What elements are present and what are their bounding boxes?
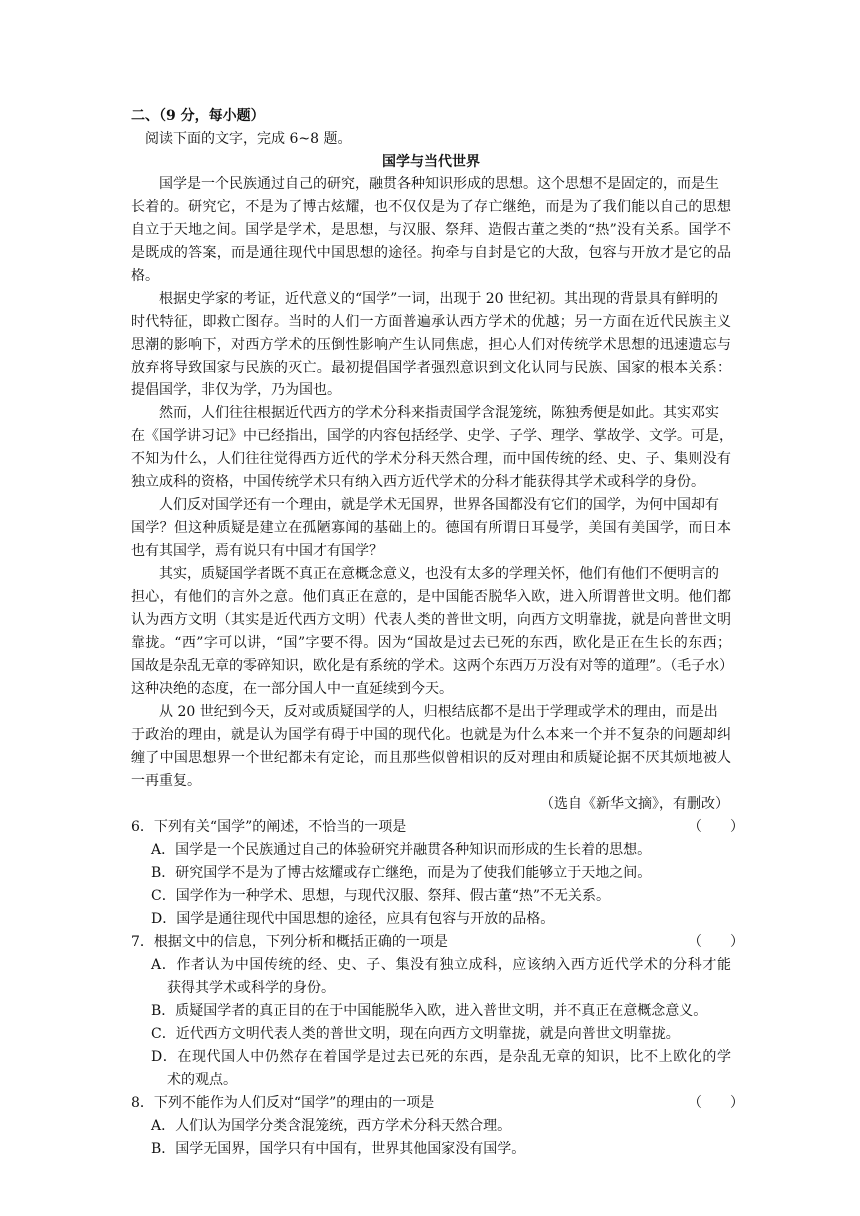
article-line: 在《国学讲习记》中已经指出，国学的内容包括经学、史学、子学、理学、掌故学、文学。可是， bbox=[131, 428, 733, 444]
article-line: 思潮的影响下，对西方学术的压倒性影响产生认同焦虑，担心人们对传统学术思想的迅速遗忘与 bbox=[131, 337, 731, 353]
reading-instruction: 阅读下面的文字，完成 6~8 题。 bbox=[145, 131, 352, 147]
question-7-option-a-cont: 获得其学术或科学的身份。 bbox=[167, 980, 335, 996]
question-6-option-b: B．研究国学不是为了博古炫耀或存亡继绝，而是为了使我们能够立于天地之间。 bbox=[151, 865, 652, 881]
question-6-stem: 6．下列有关“国学”的阐述，不恰当的一项是 bbox=[131, 819, 407, 835]
article-line: 然而，人们往往根据近代西方的学术分科来指责国学含混笼统，陈独秀便是如此。其实邓实 bbox=[159, 405, 719, 421]
question-7-option-a: A．作者认为中国传统的经、史、子、集没有独立成科，应该纳入西方近代学术的分科才能 bbox=[151, 957, 731, 973]
question-7-option-b: B．质疑国学者的真正目的在于中国能脱华入欧，进入普世文明，并不真正在意概念意义。 bbox=[151, 1003, 708, 1019]
article-source: （选自《新华文摘》，有删改） bbox=[540, 796, 729, 812]
article-line: 从 20 世纪到今天，反对或质疑国学的人，归根结底都不是出于学理或学术的理由，而是出 bbox=[159, 704, 718, 720]
question-6-option-c: C．国学作为一种学术、思想，与现代汉服、祭拜、假古董“热”不无关系。 bbox=[151, 888, 611, 904]
article-line: 提倡国学，非仅为学，乃为国也。 bbox=[131, 382, 341, 398]
answer-bracket: （ ） bbox=[688, 1095, 744, 1111]
article-title: 国学与当代世界 bbox=[382, 154, 480, 170]
question-7-option-d-cont: 术的观点。 bbox=[167, 1072, 237, 1088]
answer-bracket: （ ） bbox=[688, 819, 744, 835]
article-line: 国故是杂乱无章的零碎知识，欧化是有系统的学术。这两个东西万万没有对等的道理”。（毛子水） bbox=[131, 658, 734, 674]
article-line: 独立成科的资格，中国传统学术只有纳入西方近代学术的分科才能获得其学术或科学的身份。 bbox=[131, 474, 705, 490]
question-7-stem: 7．根据文中的信息，下列分析和概括正确的一项是 bbox=[131, 934, 448, 950]
article-line: 其实，质疑国学者既不真正在意概念意义，也没有太多的学理关怀，他们有他们不便明言的 bbox=[159, 566, 719, 582]
article-line: 不知为什么，人们往往觉得西方近代的学术分科天然合理，而中国传统的经、史、子、集则没有 bbox=[131, 451, 731, 467]
article-line: 于政治的理由，就是认为国学有碍于中国的现代化。也就是为什么本来一个并不复杂的问题却纠 bbox=[131, 727, 731, 743]
article-line: 国学是一个民族通过自己的研究，融贯各种知识形成的思想。这个思想不是固定的，而是生 bbox=[159, 176, 719, 192]
question-8-stem: 8．下列不能作为人们反对“国学”的理由的一项是 bbox=[131, 1095, 435, 1111]
article-line: 也有其国学，焉有说只有中国才有国学？ bbox=[131, 543, 383, 559]
article-line: 国学？但这种质疑是建立在孤陋寡闻的基础上的。德国有所谓日耳曼学，美国有美国学，而日本 bbox=[131, 520, 731, 536]
article-line: 放弃将导致国家与民族的灭亡。最初提倡国学者强烈意识到文化认同与民族、国家的根本关系： bbox=[131, 360, 731, 376]
article-line: 靠拢。“西”字可以讲，“国”字要不得。因为“国故是过去已死的东西，欧化是正在生长的东西； bbox=[131, 635, 731, 651]
article-line: 自立于天地之间。国学是学术，是思想，与汉服、祭拜、造假古董之类的“热”没有关系。国学不 bbox=[131, 222, 731, 238]
question-8-option-b: B．国学无国界，国学只有中国有，世界其他国家没有国学。 bbox=[151, 1141, 526, 1157]
article-line: 认为西方文明（其实是近代西方文明）代表人类的普世文明，向西方文明靠拢，就是向普世文明 bbox=[131, 612, 731, 628]
article-line: 这种决绝的态度，在一部分国人中一直延续到今天。 bbox=[131, 681, 453, 697]
question-6-option-d: D．国学是通往现代中国思想的途径，应具有包容与开放的品格。 bbox=[151, 911, 555, 927]
article-line: 一再重复。 bbox=[131, 773, 201, 789]
article-line: 人们反对国学还有一个理由，就是学术无国界，世界各国都没有它们的国学，为何中国却有 bbox=[159, 497, 719, 513]
section-heading: 二、（9 分，每小题） bbox=[131, 108, 265, 124]
article-line: 时代特征，即救亡图存。当时的人们一方面普遍承认西方学术的优越；另一方面在近代民族主义 bbox=[131, 314, 731, 330]
question-7-option-d: D．在现代国人中仍然存在着国学是过去已死的东西，是杂乱无章的知识，比不上欧化的学 bbox=[151, 1049, 731, 1065]
question-6-option-a: A．国学是一个民族通过自己的体验研究并融贯各种知识而形成的生长着的思想。 bbox=[151, 842, 652, 858]
answer-bracket: （ ） bbox=[688, 934, 744, 950]
question-7-option-c: C．近代西方文明代表人类的普世文明，现在向西方文明靠拢，就是向普世文明靠拢。 bbox=[151, 1026, 680, 1042]
question-8-option-a: A．人们认为国学分类含混笼统，西方学术分科天然合理。 bbox=[151, 1118, 512, 1134]
article-line: 长着的。研究它，不是为了博古炫耀，也不仅仅是为了存亡继绝，而是为了我们能以自己的思想 bbox=[131, 199, 731, 215]
article-line: 根据史学家的考证，近代意义的“国学”一词，出现于 20 世纪初。其出现的背景具有鲜明的 bbox=[159, 291, 719, 307]
article-line: 担心，有他们的言外之意。他们真正在意的，是中国能否脱华入欧，进入所谓普世文明。他们都 bbox=[131, 589, 731, 605]
article-line: 缠了中国思想界一个世纪都未有定论，而且那些似曾相识的反对理由和质疑论据不厌其烦地被人 bbox=[131, 750, 731, 766]
article-line: 是既成的答案，而是通往现代中国思想的途径。拘牵与自封是它的大敌，包容与开放才是它的品 bbox=[131, 245, 731, 261]
article-line: 格。 bbox=[131, 268, 159, 284]
